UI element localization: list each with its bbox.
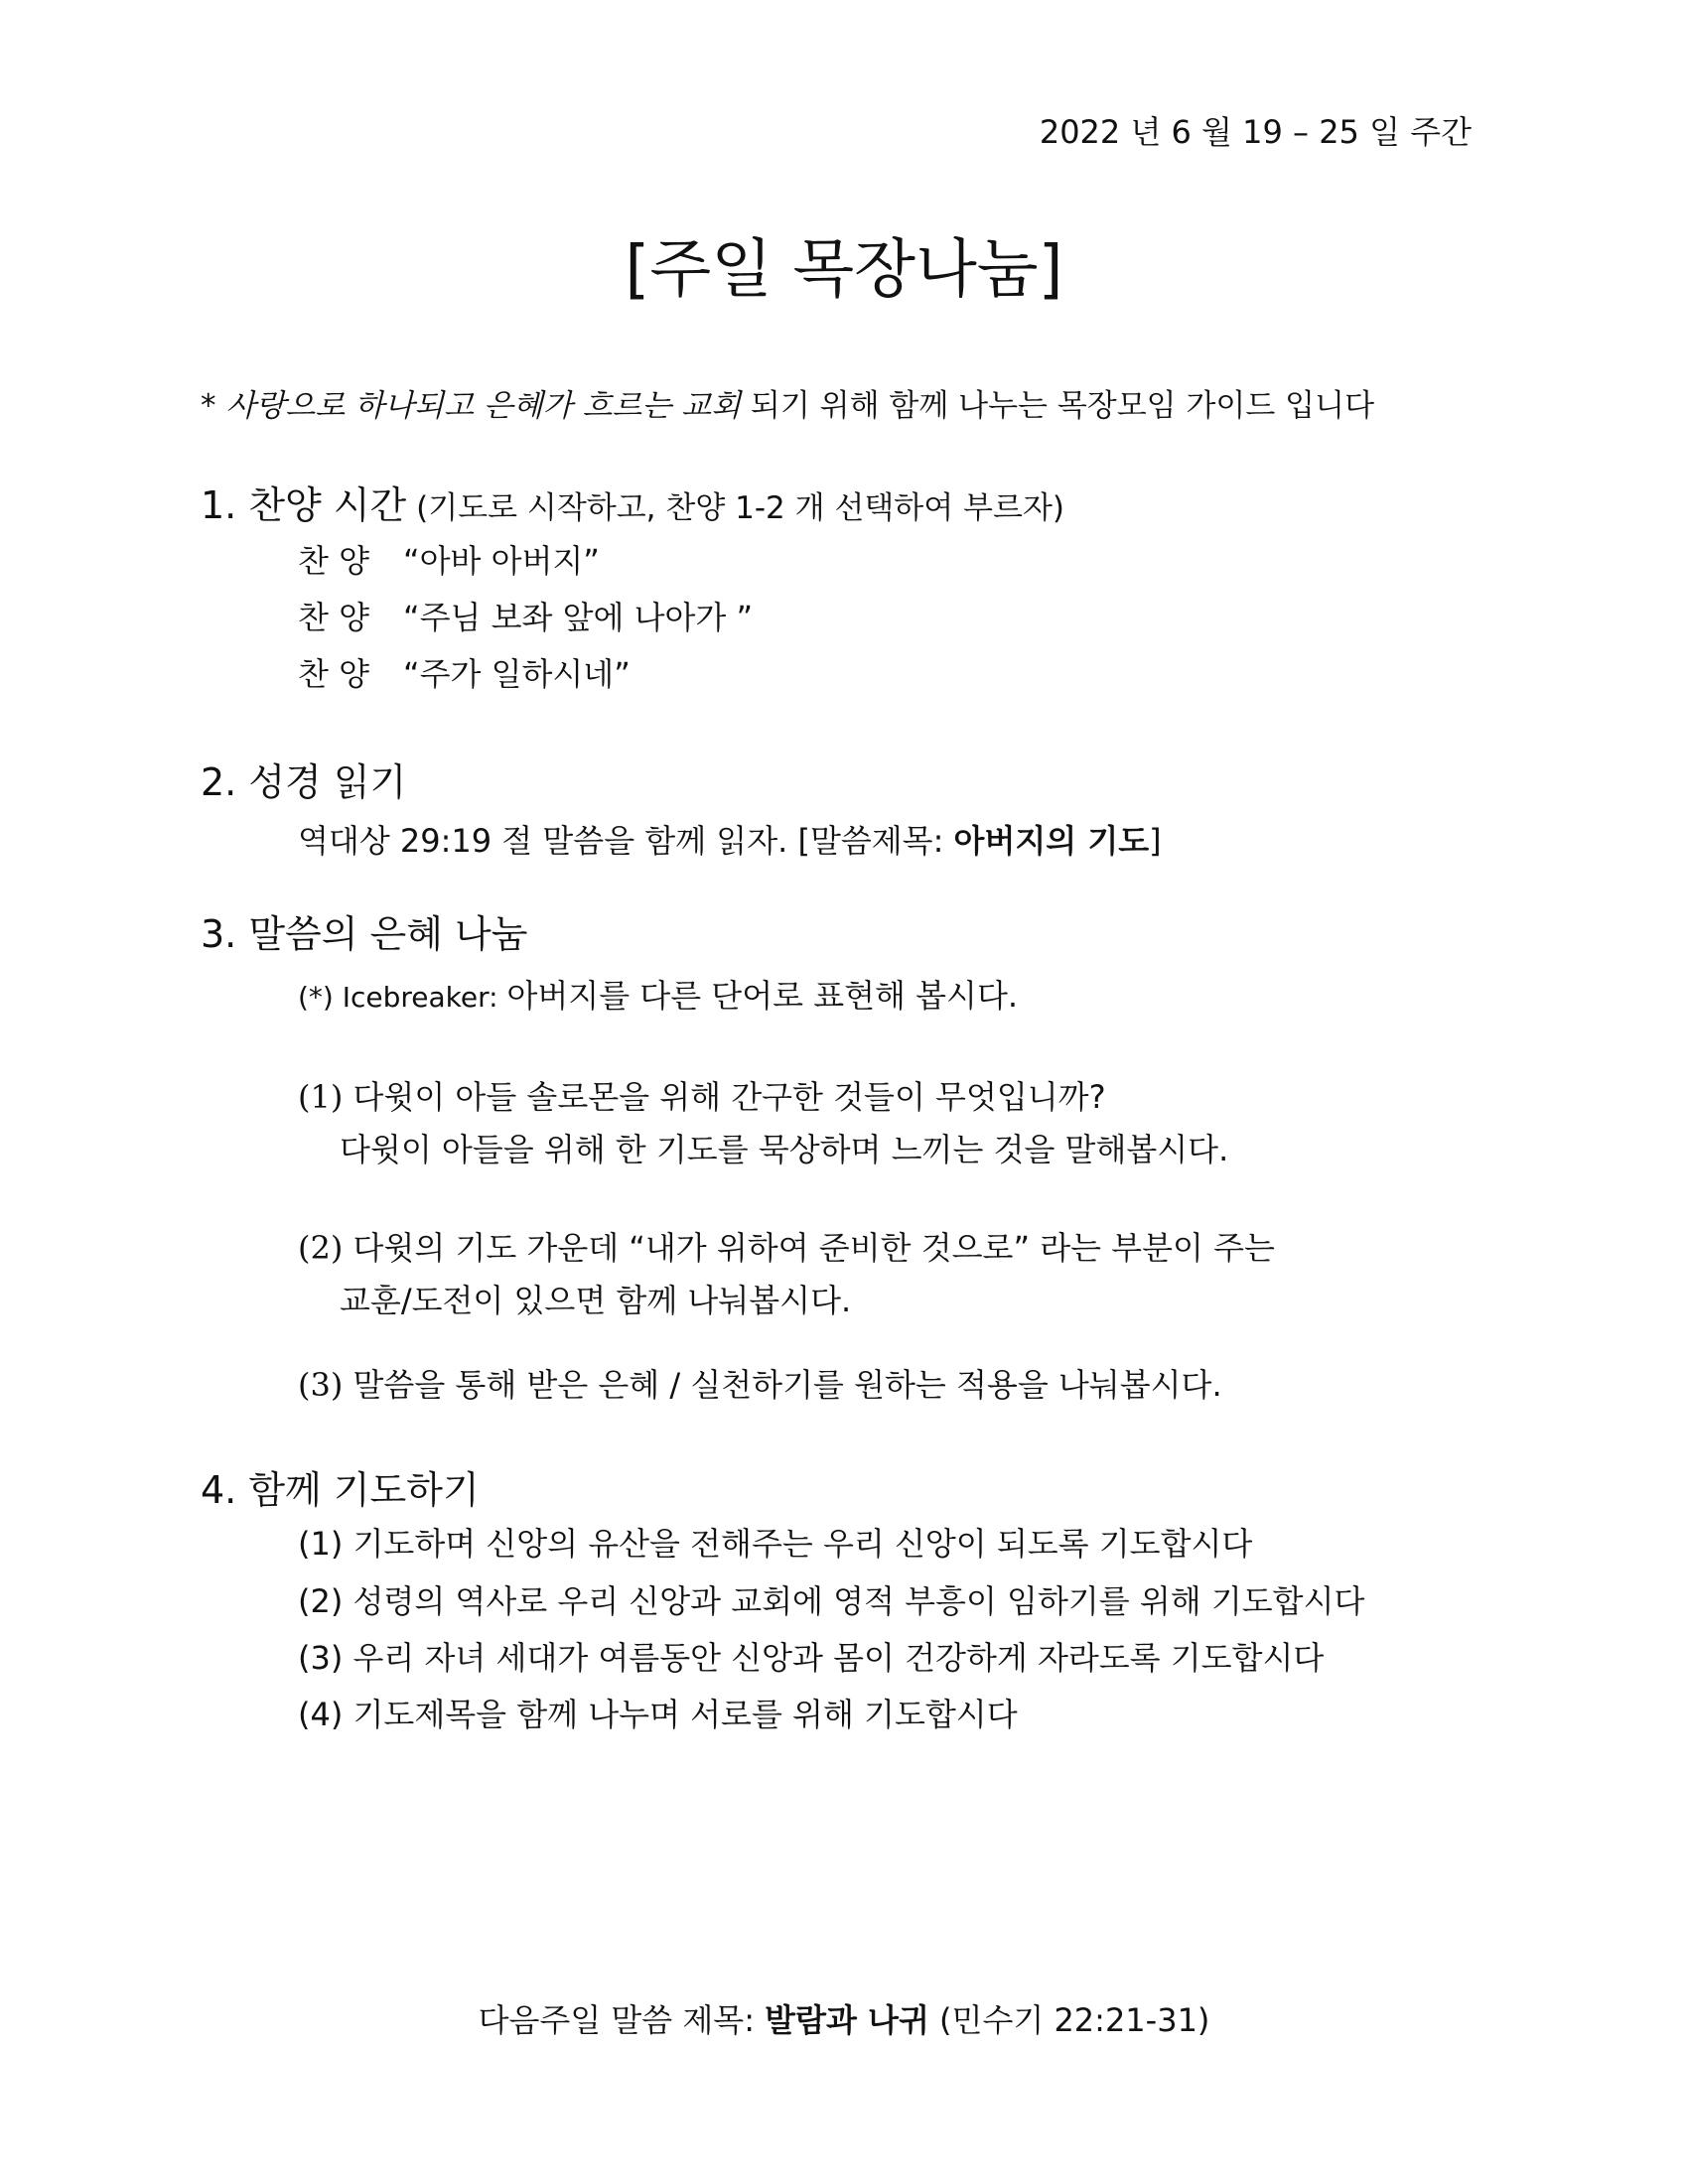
- prayer-item: (4) 기도제목을 함께 나누며 서로를 위해 기도합시다: [298, 1696, 1018, 1733]
- next-sermon-prefix: 다음주일 말씀 제목:: [478, 2001, 766, 2039]
- section1-heading: [201, 475, 1064, 529]
- section2-heading: 2. 성경 읽기: [201, 760, 407, 804]
- question-1-number: (1): [298, 1078, 353, 1116]
- question-2-line2: 교훈/도전이 있으면 함께 나눠봅시다.: [340, 1282, 852, 1319]
- prayer-item: (2) 성령의 역사로 우리 신앙과 교회에 영적 부흥이 임하기를 위해 기도합시다: [298, 1582, 1365, 1620]
- song-label: 찬 양: [298, 599, 369, 636]
- icebreaker-text: 아버지를 다른 단어로 표현해 봅시다.: [506, 977, 1019, 1015]
- next-sermon-title: 발람과 나귀: [765, 2001, 929, 2039]
- question-3: [298, 1360, 1222, 1406]
- question-2-number: (2): [298, 1229, 353, 1267]
- section1-title: 1. 찬양 시간: [201, 483, 407, 527]
- song-title: “주가 일하시네”: [403, 655, 631, 693]
- scripture-text: 역대상 29:19 절 말씀을 함께 읽자. [말씀제목:: [298, 822, 954, 860]
- scripture-line: [298, 816, 1162, 862]
- page-title: [주일 목장나눔]: [625, 233, 1063, 307]
- question-1: [298, 1072, 1106, 1118]
- song-item: [298, 536, 600, 582]
- scripture-close: ]: [1149, 822, 1162, 860]
- intro-line: [201, 380, 1374, 425]
- date-range: 2022 년 6 월 19 – 25 일 주간: [1039, 113, 1472, 151]
- song-item: [298, 649, 631, 695]
- question-3-line1: 말씀을 통해 받은 은혜 / 실천하기를 원하는 적용을 나눠봅시다.: [352, 1366, 1222, 1404]
- song-title: “아바 아버지”: [403, 542, 600, 580]
- question-1-line2: 다윗이 아들을 위해 한 기도를 묵상하며 느끼는 것을 말해봅시다.: [340, 1131, 1229, 1168]
- prayer-item: (3) 우리 자녀 세대가 여름동안 신앙과 몸이 건강하게 자라도록 기도합시다: [298, 1639, 1325, 1677]
- song-title: “주님 보좌 앞에 나아가 ”: [403, 599, 754, 636]
- next-sermon-ref: (민수기 22:21-31): [928, 2001, 1210, 2039]
- sermon-title: 아버지의 기도: [953, 822, 1150, 860]
- song-label: 찬 양: [298, 542, 369, 580]
- section1-sub: (기도로 시작하고, 찬양 1-2 개 선택하여 부르자): [406, 490, 1064, 526]
- question-2: [298, 1223, 1275, 1269]
- section4-heading: 4. 함께 기도하기: [201, 1468, 480, 1512]
- intro-italic: 사랑으로 하나되고 은혜가 흐르는 교회: [225, 388, 742, 424]
- song-label: 찬 양: [298, 655, 369, 693]
- intro-star: *: [201, 388, 216, 424]
- next-sermon: [0, 1995, 1688, 2041]
- question-1-line1: 다윗이 아들 솔로몬을 위해 간구한 것들이 무엇입니까?: [352, 1078, 1106, 1116]
- question-3-number: (3): [298, 1366, 353, 1404]
- section3-heading: 3. 말씀의 은혜 나눔: [201, 912, 528, 956]
- prayer-item: (1) 기도하며 신앙의 유산을 전해주는 우리 신앙이 되도록 기도합시다: [298, 1525, 1253, 1563]
- song-item: [298, 593, 753, 638]
- icebreaker-line: [298, 971, 1018, 1017]
- intro-rest: 되기 위해 함께 나누는 목장모임 가이드 입니다: [741, 388, 1375, 424]
- icebreaker-prefix: (*) Icebreaker:: [298, 981, 507, 1014]
- question-2-line1: 다윗의 기도 가운데 “내가 위하여 준비한 것으로” 라는 부분이 주는: [352, 1229, 1275, 1267]
